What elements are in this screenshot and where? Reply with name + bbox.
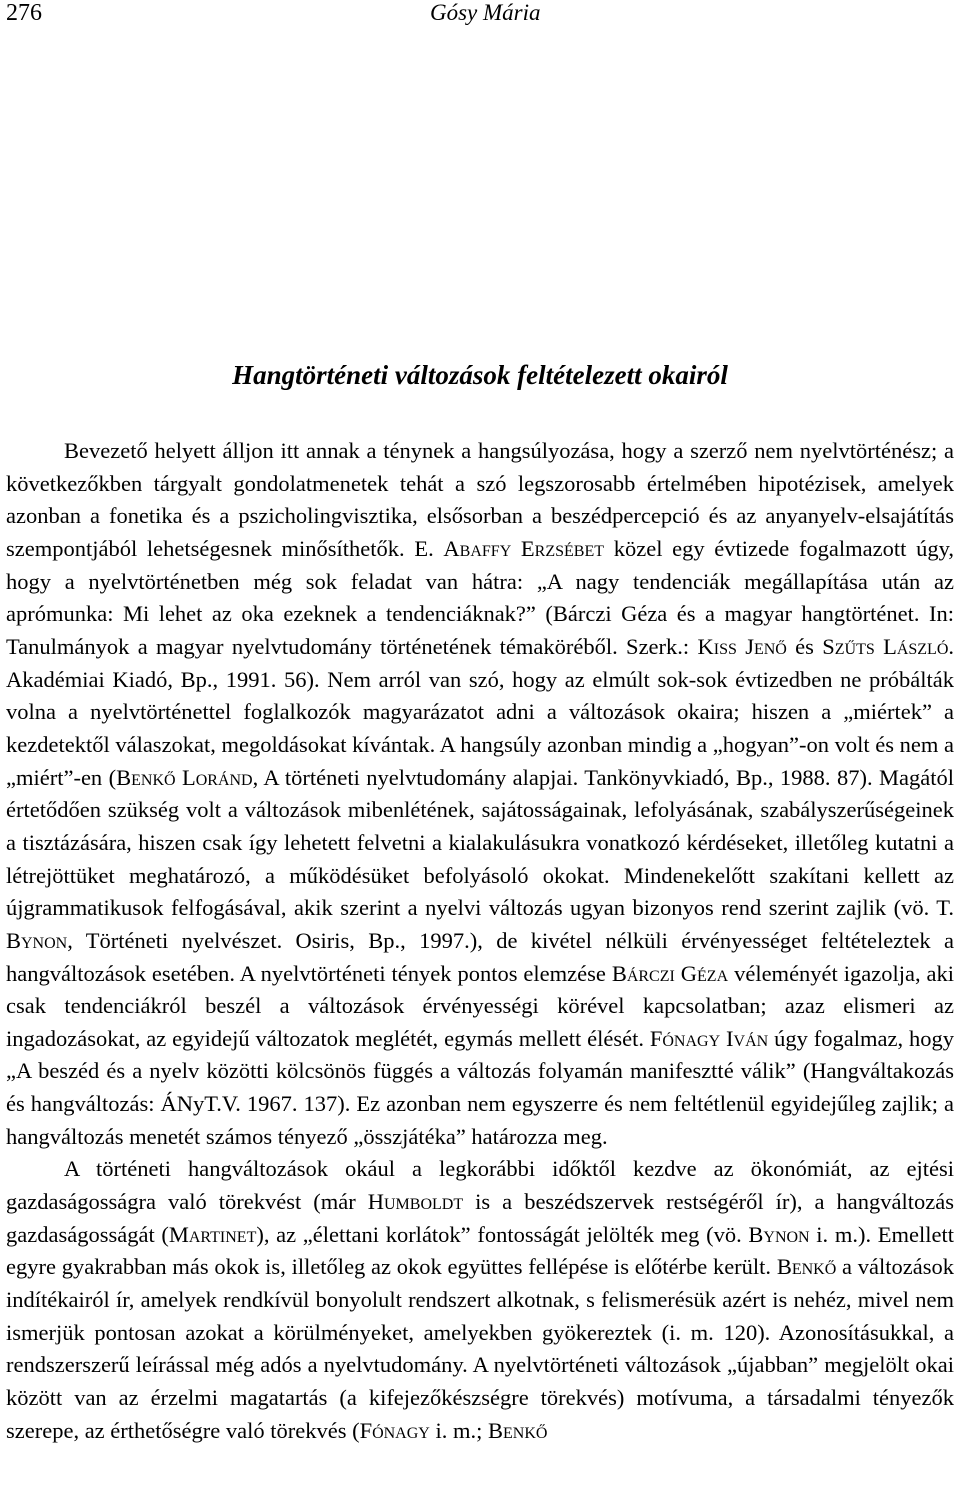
author-name: Martinet — [168, 1221, 257, 1247]
paragraph — [6, 1153, 954, 1447]
text-run: ), az „élettani korlátok” fontosságát jelölték meg (vö. — [256, 1221, 749, 1247]
text-run: úgy fogalmaz, hogy „A beszéd és a nyelv közötti kölcsönös függés a változás folyamán manifesztté válik” (Hangváltakozás és hangváltozás: ÁNyT.V. 1967. 137). Ez azonban nem egyszerre és nem feltétlenül egyidejűleg zajlik; a hangváltozás menetét számos tényező „összjátéka” határozza meg. — [6, 1025, 954, 1149]
author-name: Szűts László — [822, 633, 949, 659]
text-run: Bevezető helyett álljon itt annak a ténynek a hangsúlyozása, hogy a szerző nem nyelvtörténész; a következőkben tárgyalt gondolatmenetek tehát a szó legszorosabb értelmében hipotézisek, amelyek azonban a fonetika és a pszicholingvisztika, elsősorban a beszédpercepció és az anyanyelv-elsajátítás szempontjából lehetségesnek minősíthetők. E. — [6, 438, 954, 561]
page-number: 276 — [6, 0, 42, 26]
author-name: Humboldt — [367, 1189, 464, 1215]
text-run: véleményét igazolja, aki csak tendenciákról beszél a változások érvényességi körével kapcsolatban; azaz elismeri az ingadozásokat, az egyidejű változatok meglétét, egymás mellett élését. — [6, 960, 955, 1051]
author-name: Benkő — [776, 1254, 837, 1280]
running-head-author: Gósy Mária — [430, 0, 541, 25]
author-name: Benkő — [488, 1417, 548, 1443]
author-name: Bynon — [6, 927, 68, 953]
text-run: és — [786, 633, 823, 659]
article-body — [6, 435, 954, 1447]
text-run: i. m.). Emellett egyre gyakrabban más okok is, illetőleg az okok együttes fellépése is előtérbe került. — [6, 1221, 955, 1280]
article-title: Hangtörténeti változások feltételezett okairól — [232, 360, 728, 390]
text-run: a változások indítékairól ír, amelyek rendkívül bonyolult rendszert alkotnak, s felismerésük azért is nehéz, mivel nem ismerjük pontosan azokat a körülményeket, amelyekben gyökereztek (i. m. 120). Azonosításukkal, a rendszerszerű leírással még adós a nyelvtudomány. A nyelvtörténeti változások „újabban” megjelölt okai között van az érzelmi magatartás (a kifejezőkészségre törekvés) motívuma, a társadalmi tényezők szerepe, az érthetőségre való törekvés ( — [6, 1254, 954, 1443]
author-name: Bynon — [748, 1221, 810, 1247]
author-name: Abaffy Erzsébet — [443, 535, 605, 561]
text-run: , A történeti nyelvtudomány alapjai. Tankönyvkiadó, Bp., 1988. 87). Magától értetődően szükség volt a változások mibenlétének, sajátosságainak, lefolyásának, szabályszerűségeinek a tisztázására, hiszen csak így lehetett felvetni a kialakulásukra vonatkozó kérdéseket, illetőleg kutatni a létrejöttüket meghatározó, a működésüket befolyásoló okokat. Mindenekelőtt szakítani kellett az újgrammatikusok felfogásával, akik szerint a nyelvi változás ugyan bizonyos rend szerint zajlik (vö. T. — [6, 764, 954, 921]
text-run: i. m.; — [429, 1417, 488, 1443]
text-run: . Akadémiai Kiadó, Bp., 1991. 56). Nem arról van szó, hogy az elmúlt sok-sok évtizedben ne próbálták volna a nyelvtörténettel foglalkozók magyarázatot adni a változások okaira; hiszen a „miértek” a kezdetektől válaszokat, megoldásokat kívántak. A hangsúly azonban mindig a „hogyan”-on volt és nem a „miért”-en ( — [6, 633, 955, 790]
text-run: közel egy évtizede fogalmazott úgy, hogy a nyelvtörténetben még sok feladat van hátra: „A nagy tendenciák megállapítása után az aprómunka: Mi lehet az oka ezeknek a tendenciáknak?” (Bárczi Géza és a magyar hangtörténet. In: Tanulmányok a magyar nyelvtudomány történetének témaköréből. Szerk.: — [6, 535, 954, 659]
author-name: Benkő Loránd — [116, 764, 253, 790]
text-run: is a beszédszervek restségéről ír), a hangváltozás gazdaságosságát ( — [6, 1189, 954, 1247]
text-run: , Történeti nyelvészet. Osiris, Bp., 1997.), de kivétel nélküli érvényességet feltételeztek a hangváltozások esetében. A nyelvtörténeti tények pontos elemzése — [6, 927, 954, 986]
author-name: Bárczi Géza — [611, 960, 729, 986]
author-name: Fónagy — [359, 1417, 430, 1443]
page-header — [6, 0, 946, 30]
paragraph — [6, 435, 954, 1153]
author-name: Fónagy Iván — [649, 1025, 769, 1051]
author-name: Kiss Jenő — [697, 633, 787, 659]
text-run: A történeti hangváltozások okául a legkorábbi időktől kezdve az ökonómiát, az ejtési gazdaságosságra való törekvést (már — [6, 1156, 954, 1215]
